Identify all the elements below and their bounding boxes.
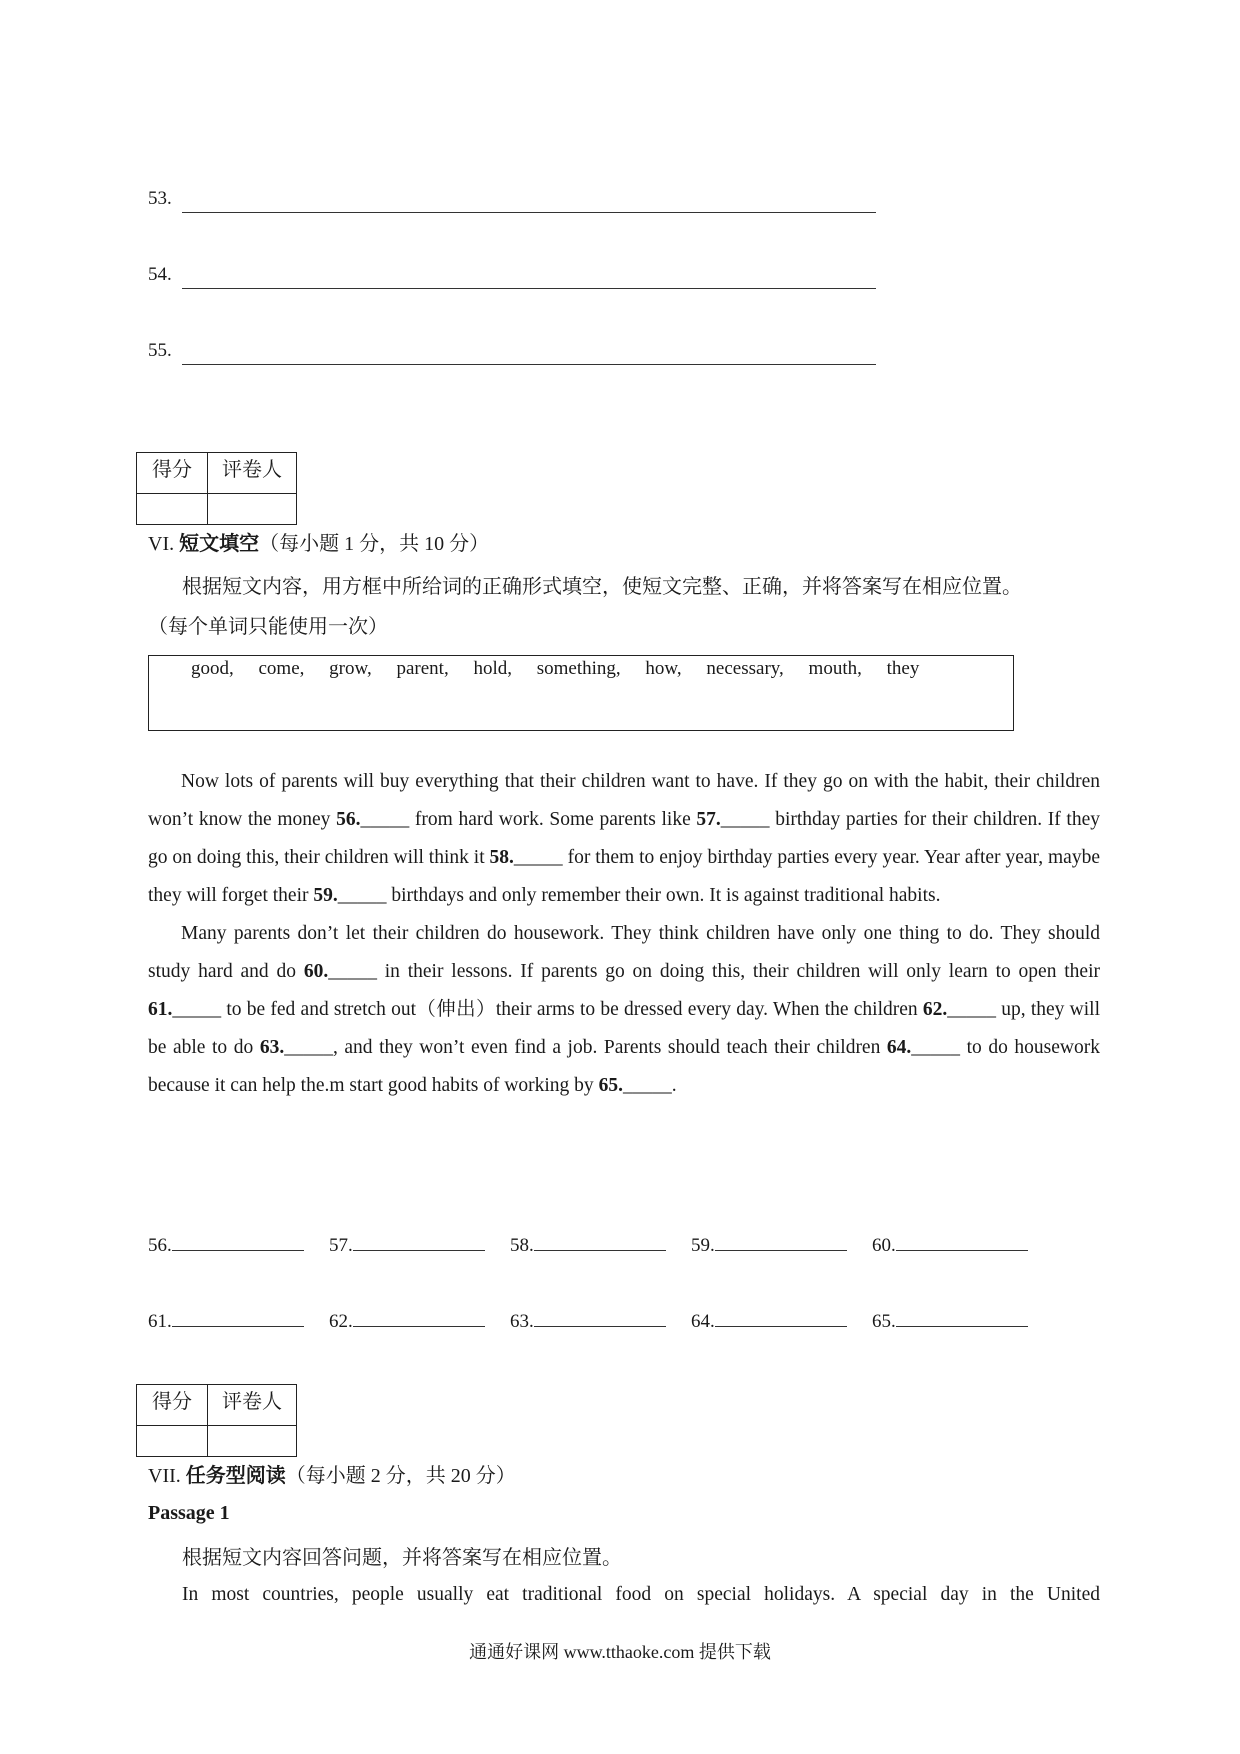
answer-number: 53. [148,188,172,209]
paragraph-1 [148,763,1100,915]
instruction-note: （每个单词只能使用一次） [148,616,388,638]
grader-cell[interactable] [208,494,297,525]
blank-label: 61. [148,1311,172,1332]
paragraph-2 [148,915,1100,1105]
answer-blank-62[interactable] [329,1308,485,1333]
blank-label: 64. [691,1311,715,1332]
section-points: （每小题 2 分，共 20 分） [285,1465,516,1487]
blank-underline [534,1232,666,1251]
grader-cell[interactable] [208,1426,297,1457]
answer-blank-59[interactable] [691,1232,847,1257]
word-item: come, [258,658,305,679]
passage-text: _____ in their lessons. If parents go on doing this, their children will only learn to open their [328,961,1100,982]
answer-blank-64[interactable] [691,1308,847,1333]
blank-label: 62. [329,1311,353,1332]
score-header: 得分 [137,1385,208,1426]
blank-label: 63. [510,1311,534,1332]
blank-label: 58. [510,1235,534,1256]
blank-number: 59. [313,885,338,906]
word-item: necessary, [706,658,784,679]
blank-number: 57. [696,809,721,830]
passage-text: _____. [622,1075,677,1096]
answer-number: 54. [148,264,172,285]
passage-text: Now lots of parents will buy everything that their children want to have. If they go on with the habit, their children won’t know the money [148,771,1100,830]
blank-underline [353,1308,485,1327]
passage-text: _____, and they won’t even find a job. Parents should teach their children [284,1037,887,1058]
blank-underline [534,1308,666,1327]
blank-label: 65. [872,1311,896,1332]
blank-underline [896,1308,1028,1327]
blank-underline [172,1308,304,1327]
word-item: parent, [396,658,449,679]
passage-text: _____ to be fed and stretch out（伸出）their arms to be dressed every day. When the children [172,999,923,1020]
blank-label: 57. [329,1235,353,1256]
blank-number: 58. [489,847,514,868]
passage-text: _____ to do housework because it can help the.m start good habits of working by [148,1037,1100,1096]
blank-label: 56. [148,1235,172,1256]
blank-underline [896,1232,1028,1251]
passage-first-line: In most countries, people usually eat traditional food on special holidays. A special day in the United [182,1584,1100,1605]
answer-underline [182,212,876,213]
word-item: they [886,658,920,679]
section-number: VII. [148,1465,181,1487]
blank-underline [715,1308,847,1327]
instruction-text: 根据短文内容，用方框中所给词的正确形式填空，使短文完整、正确，并将答案写在相应位置。 [182,576,1022,598]
instruction-text: 根据短文内容回答问题，并将答案写在相应位置。 [182,1547,622,1569]
answer-underline [182,364,876,365]
word-item: mouth, [808,658,862,679]
answer-blank-56[interactable] [148,1232,304,1257]
blank-number: 63. [259,1037,285,1058]
cloze-passage [148,763,1100,1105]
answer-blank-58[interactable] [510,1232,666,1257]
blank-underline [172,1232,304,1251]
word-item: good, [191,658,234,679]
answer-blank-60[interactable] [872,1232,1028,1257]
blank-number: 62. [922,999,948,1020]
passage-text: _____ birthdays and only remember their own. It is against traditional habits. [337,885,941,906]
word-item: how, [645,658,682,679]
blank-label: 60. [872,1235,896,1256]
blank-number: 64. [886,1037,912,1058]
word-bank-box [148,655,1014,731]
blank-number: 56. [336,809,361,830]
section-title: 任务型阅读 [185,1465,286,1487]
passage-label: Passage 1 [148,1502,230,1524]
passage-text: _____ up, they will be able to do [148,999,1100,1058]
score-table [136,1384,297,1457]
score-cell[interactable] [137,1426,208,1457]
answer-number: 55. [148,340,172,361]
section-title: 短文填空 [179,533,260,555]
passage-text: _____ for them to enjoy birthday parties every year. Year after year, maybe they will forget their [148,847,1100,906]
blank-underline [715,1232,847,1251]
answer-blank-57[interactable] [329,1232,485,1257]
word-bank [191,658,939,680]
section-points: （每小题 1 分，共 10 分） [259,533,490,555]
answer-blank-61[interactable] [148,1308,304,1333]
blank-number: 65. [598,1075,623,1096]
score-cell[interactable] [137,494,208,525]
blank-label: 59. [691,1235,715,1256]
passage-text: _____ birthday parties for their children. If they go on doing this, their children will think it [148,809,1101,868]
answer-blank-65[interactable] [872,1308,1028,1333]
answer-blank-63[interactable] [510,1308,666,1333]
section-heading-vi [148,527,489,556]
page-footer: 通通好课网 www.tthaoke.com 提供下载 [469,1642,771,1662]
word-item: grow, [329,658,372,679]
score-header: 得分 [137,453,208,494]
section-heading-vii [148,1459,516,1488]
answer-underline [182,288,876,289]
passage-text: _____ from hard work. Some parents like [360,809,697,830]
grader-header: 评卷人 [208,1385,297,1426]
grader-header: 评卷人 [208,453,297,494]
score-table [136,452,297,525]
blank-number: 60. [303,961,329,982]
passage-text: Many parents don’t let their children do housework. They think children have only one thing to do. They should study hard and do [148,923,1100,982]
blank-underline [353,1232,485,1251]
word-item: something, [536,658,621,679]
blank-number: 61. [148,999,173,1020]
section-number: VI. [148,533,175,555]
word-item: hold, [473,658,512,679]
